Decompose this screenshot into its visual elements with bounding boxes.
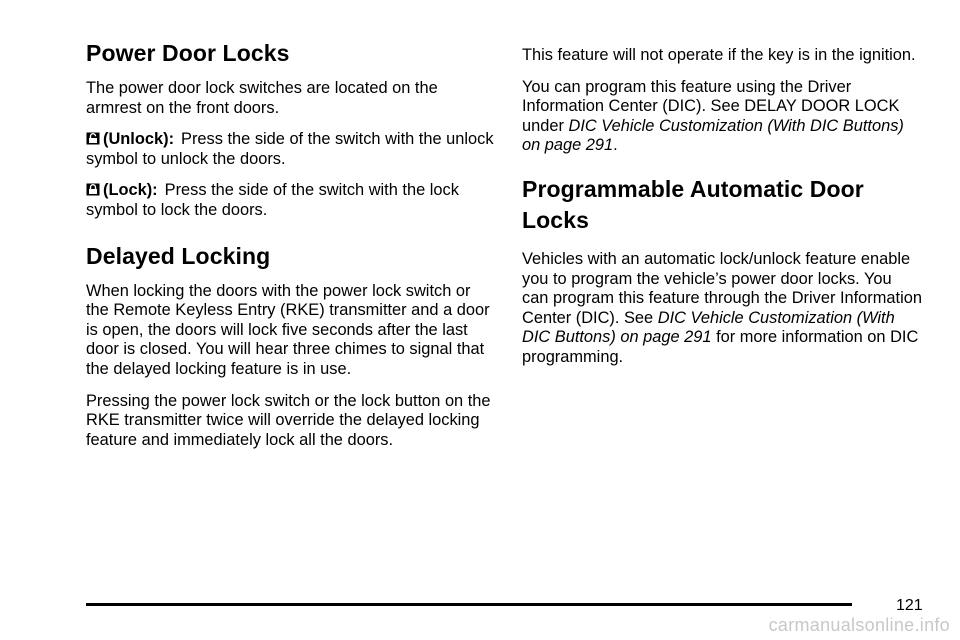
- program-dic-text: You can program this feature using the Driver Information Center (DIC). See DELAY DOOR LOCK under: [522, 77, 900, 135]
- page-number: 121: [896, 597, 923, 614]
- paragraph-key-ignition: This feature will not operate if the key is in the ignition.: [522, 46, 916, 64]
- right-column: [522, 38, 922, 380]
- paragraph-automatic-lock: [522, 250, 922, 368]
- unlock-label: (Unlock):: [103, 130, 175, 149]
- watermark: carmanualsonline.info: [768, 615, 950, 635]
- left-column: [86, 38, 496, 462]
- automatic-lock-end: for more information on DIC programming.: [522, 328, 919, 366]
- program-dic-end: .: [613, 136, 618, 155]
- footer-rule: [86, 603, 852, 606]
- unlock-instruction: [86, 130, 496, 169]
- lock-instruction: [86, 181, 496, 220]
- unlock-text: Press the side of the switch with the unlock symbol to unlock the doors.: [86, 130, 494, 168]
- lock-text: Press the side of the switch with the lock symbol to lock the doors.: [86, 181, 459, 219]
- paragraph-override: Pressing the power lock switch or the lock button on the RKE transmitter twice will override the delayed locking feature and immediately lock all the doors.: [86, 391, 491, 449]
- paragraph-delayed-locking: When locking the doors with the power lock switch or the Remote Keyless Entry (RKE) transmitter and a door is open, the doors will lock five seconds after the last door is closed. You will hear three chimes to signal that the delayed locking feature is in use.: [86, 281, 490, 378]
- unlock-icon: [86, 132, 100, 145]
- lock-icon: [86, 183, 100, 196]
- dic-reference-link-2[interactable]: DIC Vehicle Customization (With DIC Buttons) on page 291: [522, 308, 895, 347]
- heading-power-door-locks: Power Door Locks: [86, 40, 290, 66]
- automatic-lock-text: Vehicles with an automatic lock/unlock feature enable you to program the vehicle’s power door locks. You can program this feature through the Driver Information Center (DIC). See: [522, 249, 922, 327]
- heading-programmable-automatic-door-locks: Programmable Automatic Door Locks: [522, 175, 864, 233]
- paragraph-program-dic: [522, 78, 922, 156]
- heading-delayed-locking: Delayed Locking: [86, 242, 271, 269]
- lock-label: (Lock):: [103, 181, 158, 200]
- paragraph-switch-location: The power door lock switches are located on the armrest on the front doors.: [86, 79, 438, 117]
- dic-reference-link[interactable]: DIC Vehicle Customization (With DIC Buttons) on page 291: [522, 116, 904, 155]
